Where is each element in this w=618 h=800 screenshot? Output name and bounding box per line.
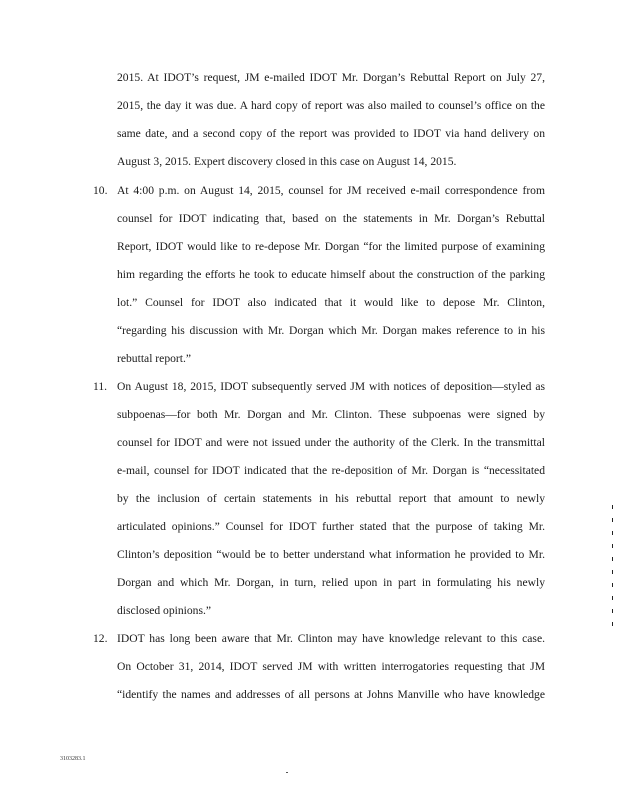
para10-line-5: lot.” Counsel for IDOT also indicated that it would like to depose Mr. Clinton,: [117, 296, 545, 309]
para9-line-2: 2015, the day it was due. A hard copy of report was also mailed to counsel’s office on the: [117, 99, 545, 112]
para10-line-4: him regarding the efforts he took to educate himself about the construction of the parking: [117, 268, 545, 281]
document-footer-code: 3103283.1: [60, 756, 86, 762]
para10-number: 10.: [93, 184, 108, 197]
para11-line-7: Clinton’s deposition “would be to better understand what information he provided to Mr.: [117, 548, 545, 561]
para11-line-3: counsel for IDOT and were not issued under the authority of the Clerk. In the transmittal: [117, 436, 545, 449]
scan-edge-mark: [612, 544, 613, 548]
scan-edge-mark: [612, 557, 613, 561]
para12-line-2: On October 31, 2014, IDOT served JM with written interrogatories requesting that JM: [117, 660, 545, 673]
para10-line-7: rebuttal report.”: [117, 352, 192, 365]
para10-line-2: counsel for IDOT indicating that, based on the statements in Mr. Dorgan’s Rebuttal: [117, 212, 545, 225]
para10-line-6: “regarding his discussion with Mr. Dorgan which Mr. Dorgan makes reference to in his: [117, 324, 545, 337]
scan-edge-mark: [612, 570, 613, 574]
para12-line-1: IDOT has long been aware that Mr. Clinton may have knowledge relevant to this case.: [117, 632, 545, 645]
para11-line-5: by the inclusion of certain statements in his rebuttal report that amount to newly: [117, 492, 545, 505]
para9-line-4: August 3, 2015. Expert discovery closed in this case on August 14, 2015.: [117, 155, 457, 168]
para10-line-1: At 4:00 p.m. on August 14, 2015, counsel for JM received e-mail correspondence from: [117, 184, 545, 197]
scan-edge-mark: [612, 596, 613, 600]
scan-edge-mark: [612, 609, 613, 613]
scan-edge-mark: [612, 531, 613, 535]
para12-line-3: “identify the names and addresses of all persons at Johns Manville who have knowledge: [117, 688, 545, 701]
page-number-mark: [286, 772, 288, 773]
para11-line-2: subpoenas—for both Mr. Dorgan and Mr. Clinton. These subpoenas were signed by: [117, 408, 545, 421]
scan-edge-mark: [612, 505, 613, 509]
scan-edge-mark: [612, 518, 613, 522]
para9-line-3: same date, and a second copy of the report was provided to IDOT via hand delivery on: [117, 127, 545, 140]
para11-number: 11.: [93, 380, 108, 393]
para11-line-4: e-mail, counsel for IDOT indicated that the re-deposition of Mr. Dorgan is “necessitated: [117, 464, 545, 477]
para12-number: 12.: [93, 632, 108, 645]
para10-line-3: Report, IDOT would like to re-depose Mr. Dorgan “for the limited purpose of examining: [117, 240, 545, 253]
scan-edge-mark: [612, 622, 613, 626]
scan-edge-mark: [612, 583, 613, 587]
para9-line-1: 2015. At IDOT’s request, JM e-mailed IDOT Mr. Dorgan’s Rebuttal Report on July 27,: [117, 71, 545, 84]
para11-line-8: Dorgan and which Mr. Dorgan, in turn, relied upon in part in formulating his newly: [117, 576, 545, 589]
para11-line-1: On August 18, 2015, IDOT subsequently served JM with notices of deposition—styled as: [117, 380, 545, 393]
para11-line-6: articulated opinions.” Counsel for IDOT further stated that the purpose of taking Mr.: [117, 520, 545, 533]
para11-line-9: disclosed opinions.”: [117, 604, 212, 617]
